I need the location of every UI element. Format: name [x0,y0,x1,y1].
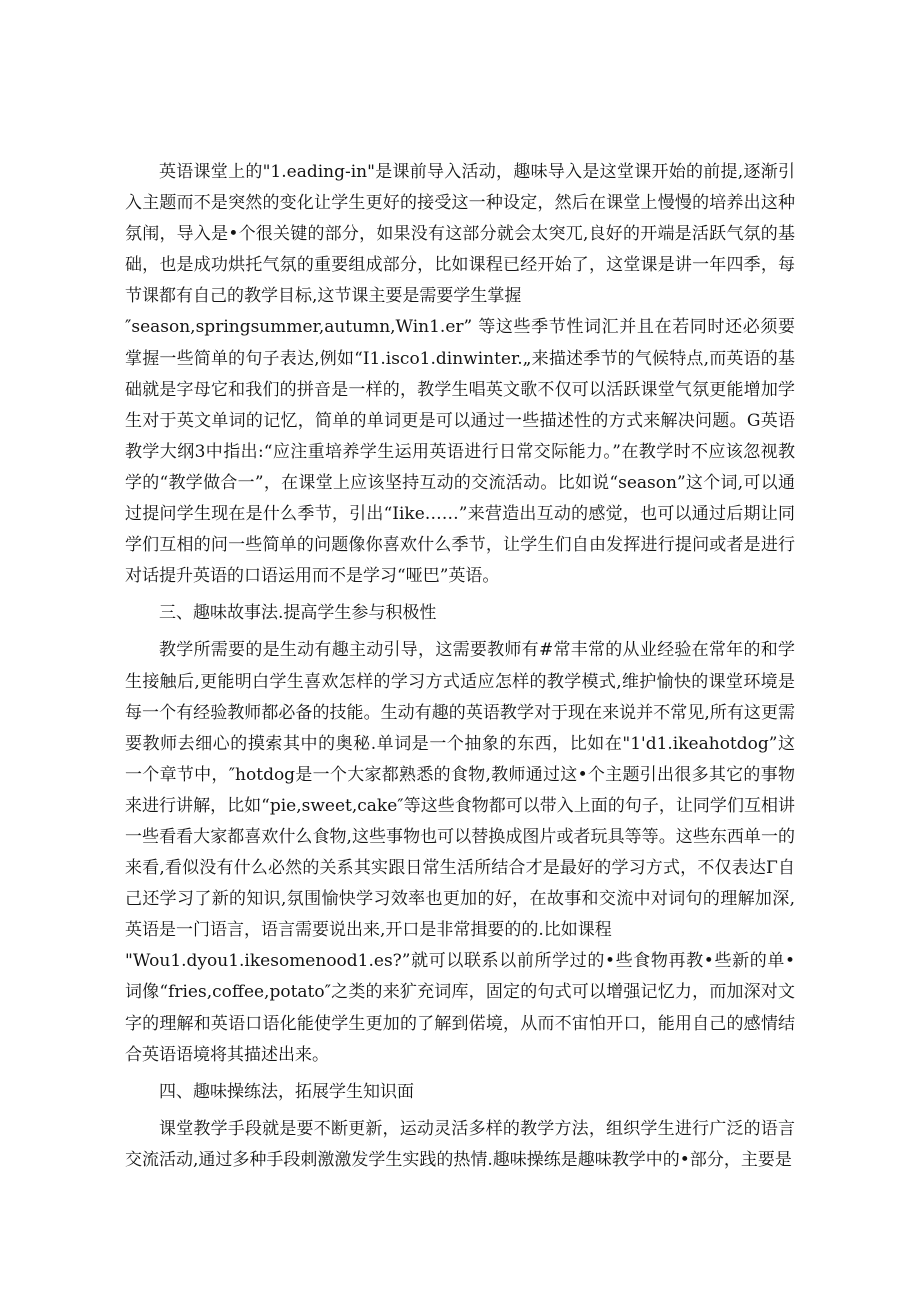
paragraph-practice-method: 课堂教学手段就是要不断更新，运动灵活多样的教学方法，组织学生进行广泛的语言交流活动,通过多种手段刺激激发学生实践的热情.趣味操练是趣味教学中的•部分，主要是 [125,1118,795,1170]
paragraph-story-method: 教学所需要的是生动有趣主动引导，这需要教师有#常丰常的从业经验在常年的和学生接触后,更能明白学生喜欢怎样的学习方式适应怎样的教学模式,维护愉快的课堂环境是每一个有经验教师都必备的技能。生动有趣的英语教学对于现在来说并不常见,所有这更需要教师去细心的摸索其中的奥秘.单词是一个抽象的东西，比如在"1'd1.ikeahotdog”这一个章节中，″hotdog是一个大家都熟悉的食物,教师通过这•个主题引出很多其它的事物来进行讲解，比如“pie,sweet,cake″等这些食物都可以带入上面的句子，让同学们互相讲一些看看大家都喜欢什么食物,这些事物也可以替换成图片或者玩具等等。这些东西单一的来看,看似没有什么必然的关系其实跟日常生活所结合才是最好的学习方式，不仅表达Γ自己还学习了新的知识,氛围愉快学习效率也更加的好，在故事和交流中对词句的理解加深,英语是一门语言，语言需要说出来,开口是非常揖要的的.比如课程 [125,640,795,941]
paragraph-season-vocabulary: ″season,springsummer,autumn,Win1.er” 等这些季节性词汇并且在若同时还必须要掌握一些简单的句子表达,例如“I1.isco1.dinwinter.„来描述季节的气候特点,而英语的基础就是字母它和我们的拼音是一样的，教学生唱英文歌不仅可以活跃课堂气氛更能增加学生对于英文单词的记忆，简单的单词更是可以通过一些描述性的方式来解决问题。G英语教学大纲3中指出:“应注重培养学生运用英语进行日常交际能力。”在教学时不应该忽视教学的“教学做合一”，在课堂上应该坚持互动的交流活动。比如说“season”这个词,可以通过提问学生现在是什么季节，引出“Iike……”来营造出互动的感觉，也可以通过后期让同学们互相的问一些简单的问题像你喜欢什么季节，让学生们自由发挥进行提问或者是进行对话提升英语的口语运用而不是学习“哑巴”英语。 [125,317,795,587]
paragraph-noodles-example: "Wou1.dyou1.ikesomenood1.es?”就可以联系以前所学过的•些食物再教•些新的单•词像“fries,coffee,potato″之类的来犷充词库，固定的句式可以增强记忆力，而加深对文字的理解和英语口语化能使学生更加的了解到偌境，从而不宙怕开口，能用自己的感情结合英语语境将其描述出来。 [125,951,795,1065]
document-body [125,157,795,1176]
section-heading-practice-method: 四、趣味操练法，拓展学生知识面 [159,1081,414,1102]
paragraph-leading-in: 英语课堂上的"1.eading-in"是课前导入活动，趣味导入是这堂课开始的前提,逐渐引入主题而不是突然的变化让学生更好的接受这一种设定，然后在课堂上慢慢的培养出这种氛闱，导入是•个很关键的部分，如果没有这部分就会太突兀,良好的开端是活跃气氛的基础，也是成功烘托气氛的重要组成部分，比如课程已经开始了，这堂课是讲一年四季，每节课都有自己的教学目标,这节课主要是需要学生掌握 [125,162,795,307]
section-heading-story-method: 三、趣味故事法.提高学生参与积极性 [159,603,437,624]
